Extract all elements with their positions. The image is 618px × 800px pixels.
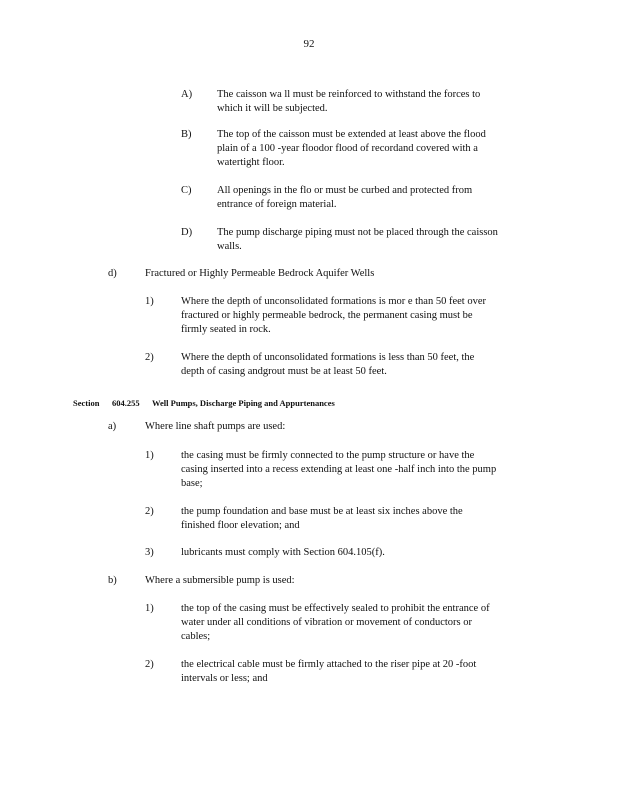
text-line: the casing must be firmly connected to the pump structure or have the [181, 450, 475, 461]
text-line: Where the depth of unconsolidated formations is less than 50 feet, the [181, 352, 475, 363]
text-line: entrance of foreign material. [217, 199, 337, 210]
text-line: All openings in the flo or must be curbed and protected from [217, 185, 473, 196]
text-line: casing inserted into a recess extending at least one -half inch into the pump [181, 464, 497, 475]
list-label: B) [181, 129, 192, 140]
list-item-text [181, 546, 541, 560]
list-label: C) [181, 185, 192, 196]
text-line: the top of the casing must be effectively sealed to prohibit the entrance of [181, 603, 490, 614]
list-item-text [217, 226, 547, 254]
list-label: 2) [145, 659, 154, 670]
text-line: firmly seated in rock. [181, 324, 271, 335]
text-line: the pump foundation and base must be at least six inches above the [181, 506, 463, 517]
text-line: watertight floor. [217, 157, 285, 168]
section-number: 604.255 [112, 398, 140, 408]
text-line: finished floor elevation; and [181, 520, 300, 531]
list-label: 2) [145, 352, 154, 363]
text-line: cables; [181, 631, 211, 642]
list-item-text [217, 184, 547, 212]
list-label: 2) [145, 506, 154, 517]
list-label: 3) [145, 547, 154, 558]
text-line: plain of a 100 -year floodor flood of recordand covered with a [217, 143, 478, 154]
list-label: 1) [145, 603, 154, 614]
section-label: Section [73, 398, 100, 408]
text-line: base; [181, 478, 203, 489]
section-title: Well Pumps, Discharge Piping and Appurtenances [152, 398, 335, 408]
subsection-heading: Where line shaft pumps are used: [145, 421, 286, 432]
text-line: the electrical cable must be firmly attached to the riser pipe at 20 -foot [181, 659, 477, 670]
subsection-heading: Where a submersible pump is used: [145, 575, 295, 586]
text-line: depth of casing andgrout must be at least 50 feet. [181, 366, 387, 377]
list-item-text [217, 88, 547, 116]
text-line: The pump discharge piping must not be placed through the caisson [217, 227, 498, 238]
text-line: which it will be subjected. [217, 103, 328, 114]
text-line: The top of the caisson must be extended at least above the flood [217, 129, 486, 140]
list-item-text [181, 351, 541, 379]
list-item-text [181, 295, 541, 337]
text-line: intervals or less; and [181, 673, 268, 684]
list-label: 1) [145, 296, 154, 307]
list-label: A) [181, 89, 193, 100]
list-item-text [217, 128, 547, 170]
list-item-text [181, 602, 541, 644]
list-label: a) [108, 421, 117, 432]
page-number: 92 [303, 38, 315, 50]
list-label: d) [108, 268, 117, 279]
list-item-text [181, 658, 541, 686]
list-label: b) [108, 575, 117, 586]
text-line: fractured or highly permeable bedrock, the permanent casing must be [181, 310, 473, 321]
list-label: D) [181, 227, 193, 238]
subsection-heading: Fractured or Highly Permeable Bedrock Aquifer Wells [145, 268, 375, 279]
list-item-text [181, 449, 541, 491]
text-line: water under all conditions of vibration or movement of conductors or [181, 617, 473, 628]
text-line: Where the depth of unconsolidated formations is mor e than 50 feet over [181, 296, 486, 307]
text-line: The caisson wa ll must be reinforced to withstand the forces to [217, 89, 481, 100]
list-label: 1) [145, 450, 154, 461]
text-line: walls. [217, 241, 242, 252]
text-line: lubricants must comply with Section 604.105(f). [181, 547, 385, 558]
list-item-text [181, 505, 541, 533]
